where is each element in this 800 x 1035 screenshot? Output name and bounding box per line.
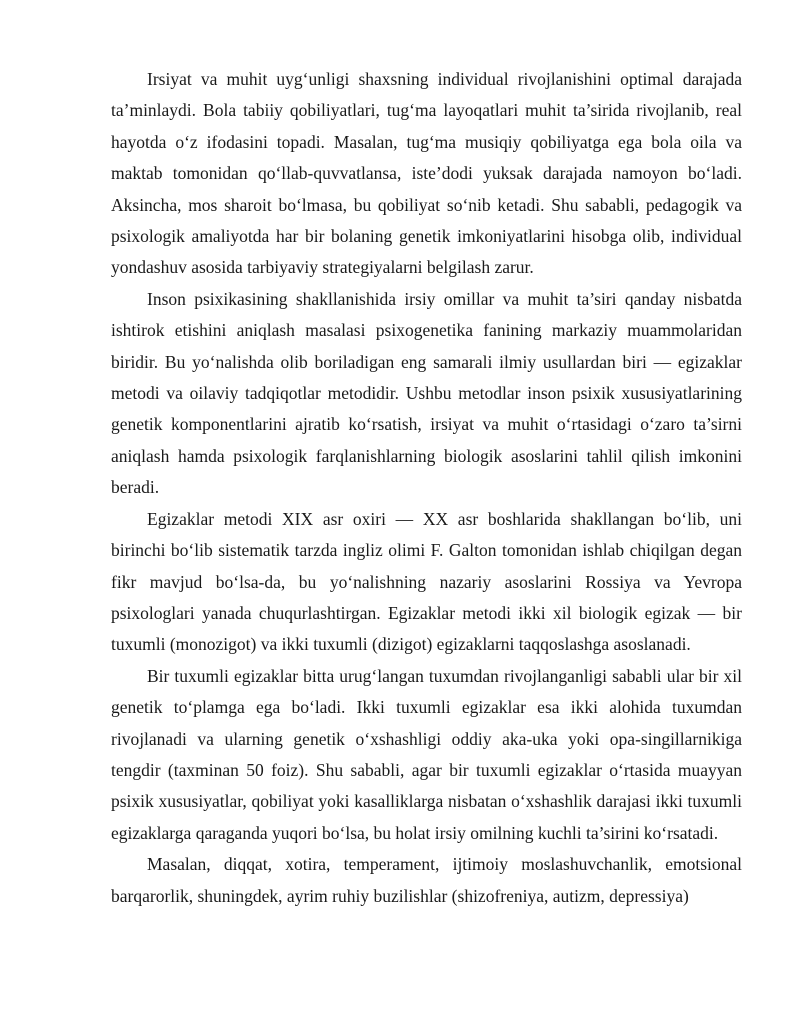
document-body [111,64,742,912]
paragraph-5: Masalan, diqqat, xotira, temperament, ijtimoiy moslashuvchanlik, emotsional barqarorlik, shuningdek, ayrim ruhiy buzilishlar (shizofreniya, autizm, depressiya) [111,854,742,906]
paragraph-3: Egizaklar metodi XIX asr oxiri — XX asr boshlarida shakllangan bo‘lib, uni birinchi bo‘lib sistematik tarzda ingliz olimi F. Galton tomonidan ishlab chiqilgan degan fikr mavjud bo‘lsa-da, bu yo‘nalishning nazariy asoslarini Rossiya va Yevropa psixologlari yanada chuqurlashtirgan. Egizaklar metodi ikki xil biologik egizak — bir tuxumli (monozigot) va ikki tuxumli (dizigot) egizaklarni taqqoslashga asoslanadi. [111,508,742,655]
paragraph-4: Bir tuxumli egizaklar bitta urug‘langan tuxumdan rivojlanganligi sababli ular bir xil genetik to‘plamga ega bo‘ladi. Ikki tuxumli egizaklar esa ikki alohida tuxumdan rivojlanadi va ularning genetik o‘xshashligi oddiy aka-uka yoki opa-singillarnikiga tengdir (taxminan 50 foiz). Shu sababli, agar bir tuxumli egizaklar o‘rtasida muayyan psixik xususiyatlar, qobiliyat yoki kasalliklarga nisbatan o‘xshashlik darajasi ikki tuxumli egizaklarga qaraganda yuqori bo‘lsa, bu holat irsiy omilning kuchli ta’sirini ko‘rsatadi. [111,665,742,843]
paragraph-2: Inson psixikasining shakllanishida irsiy omillar va muhit ta’siri qanday nisbatda ishtirok etishini aniqlash masalasi psixogenetika fanining markaziy muammolaridan biridir. Bu yo‘nalishda olib boriladigan eng samarali ilmiy usullardan biri — egizaklar metodi va oilaviy tadqiqotlar metodidir. Ushbu metodlar inson psixik xususiyatlarining genetik komponentlarini ajratib ko‘rsatish, irsiyat va muhit o‘rtasidagi o‘zaro ta’sirni aniqlash hamda psixologik farqlanishlarning biologik asoslarini tahlil qilish imkonini beradi. [111,288,742,498]
paragraph-1: Irsiyat va muhit uyg‘unligi shaxsning individual rivojlanishini optimal darajada ta’minlaydi. Bola tabiiy qobiliyatlari, tug‘ma layoqatlari muhit ta’sirida rivojlanib, real hayotda o‘z ifodasini topadi. Masalan, tug‘ma musiqiy qobiliyatga ega bola oila va maktab tomonidan qo‘llab-quvvatlansa, iste’dodi yuksak darajada namoyon bo‘ladi. Aksincha, mos sharoit bo‘lmasa, bu qobiliyat so‘nib ketadi. Shu sababli, pedagogik va psixologik amaliyotda har bir bolaning genetik imkoniyatlarini hisobga olib, individual yondashuv asosida tarbiyaviy strategiyalarni belgilash zarur. [111,69,742,278]
